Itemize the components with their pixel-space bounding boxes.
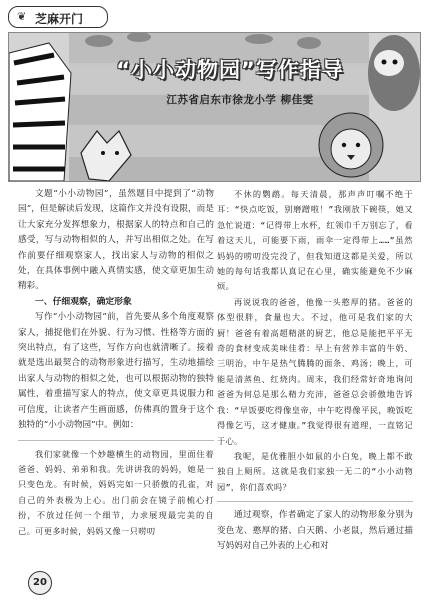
- intro-paragraph: 文题“小小动物园”，虽然题目中提到了“动物园”，但是解读后发现，这篇作文并没有设限，而是让大家充分发挥想象力，根据家人的特点和自己的感受，写与动物相似的人，并写出相似之处。在写作前要仔细观察家人，找出家人与动物的相似之处，在具体事例中融入真情实感，使文章更加生动精彩。: [18, 189, 214, 292]
- body-paragraph: 写作“小小动物园”前，首先要从多个角度观察家人，捕捉他们在外貌、行为习惯、性格等方面的突出特点，有了这些，写作方向也就清晰了。接着就是选出最契合的动物形象进行描写，生动地描绘出家人与动物的相似之处，也可以根据动物的独特属性，着重描写家人的特点，使文章更具说服力和可信度，让读者产生画面感，仿佛真的置身于这个独特的“小小动物园”中。例如：: [18, 312, 214, 431]
- author-byline: 江苏省启东市徐龙小学 柳佳雯: [166, 94, 314, 106]
- left-column: [18, 187, 214, 539]
- page-number: 20: [28, 571, 52, 595]
- body-paragraph: 通过观察，作者确定了家人的动物形象分别为变色龙、憨厚的猪、白天鹅、小老鼠，然后通过描写妈妈对自己外表的上心和对: [217, 510, 413, 551]
- example-paragraph: 我呢，是优雅胆小如鼠的小白兔，晚上都不敢独自上厕所。这就是我们家独一无二的“小小动物园”，你们喜欢吗？: [217, 450, 413, 492]
- example-paragraph: 不休的鹦鹉。每天清晨，那声声叮嘱不绝于耳：“快点吃饭，别磨蹭啦！”我刚放下碗筷，她又急忙说道：“记得带上水杯，红领巾千万别忘了，看着这天儿，可能要下雨，雨伞一定得带上……”虽然妈妈的唠叨没完没了，但我知道这都是关爱，所以她的每句话我都认真记在心里，确实能避免不少麻烦。: [217, 189, 413, 292]
- leaf-icon: ❦: [17, 10, 27, 23]
- lion-icon: [319, 113, 383, 177]
- section-heading: 一、仔细观察，确定形象: [35, 296, 132, 307]
- divider: [18, 440, 214, 441]
- column-tag: [8, 6, 108, 28]
- divider: [217, 501, 413, 502]
- page-title: “小小动物园”写作指导: [116, 58, 344, 82]
- example-paragraph: 再说说我的爸爸，他像一头憨厚的猪。爸爸的体型很胖，食量也大。不过，他可是我们家的大厨！爸爸有着高超精湛的厨艺，他总是能把平平无奇的食材变成美味佳肴：早上有营养丰富的牛奶、三明治，中午是热气腾腾的面条、鸡汤；晚上，可能是清蒸鱼、红烧肉。周末，我们经常好奇地询问爸爸为何总是那么精力充沛，爸爸总会骄傲地告诉我：“早饭要吃得像皇帝，中午吃得像平民，晚饭吃得像乞丐，这才健康。”我觉得很有道理，一直铭记于心。: [217, 296, 413, 446]
- zebra-icon: [9, 43, 71, 181]
- example-paragraph: 我们家就像一个妙趣横生的动物园，里面住着爸爸、妈妈、弟弟和我。先讲讲我的妈妈，她是一只变色龙。有时候，妈妈完如一只骄傲的孔雀，对自己的外表极为上心。出门前会在镜子前梳心打扮，不放过任何一个细节，力求展现最完美的自己。可更多时候，妈妈又像一只唠叨: [18, 448, 214, 536]
- column-tag-label: 芝麻开门: [35, 12, 84, 26]
- right-column: [217, 187, 413, 554]
